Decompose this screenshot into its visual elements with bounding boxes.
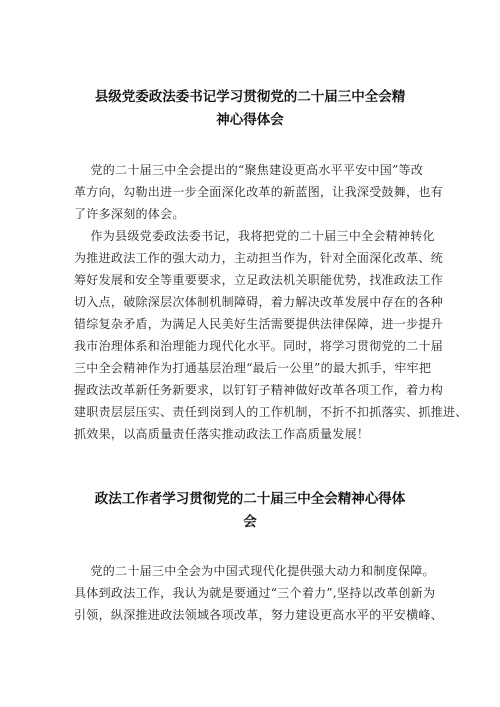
text-line: 三中全会精神作为打通基层治理“最后一公里”的最大抓手，牢牢把 [74,361,432,375]
text-line: 我市治理体系和治理能力现代化水平。同时，将学习贯彻党的二十届 [74,339,444,353]
text-line: 了许多深刻的体会。 [74,207,185,221]
text-line: 切入点，破除深层次体制机制障碍，着力解决改革发展中存在的各种 [74,295,444,309]
text-line: 抓效果，以高质量责任落实推动政法工作高质量发展！ [74,427,370,441]
text-line: 引领，纵深推进政法领域各项改革，努力建设更高水平的平安横峰、 [74,608,444,622]
text-line: 为推进政法工作的强大动力，主动担当作为，针对全面深化改革、统 [74,251,444,265]
text-line: 错综复杂矛盾，为满足人民美好生活需要提供法律保障，进一步提升 [74,317,444,331]
paragraph [74,225,468,445]
title-line: 县级党委政法委书记学习贯彻党的二十届三中全会精 [94,89,406,105]
text-line: 具体到政法工作，我认为就是要通过“三个着力”,坚持以改革创新为 [74,586,436,600]
section-title [60,488,440,534]
text-line: 筹好发展和安全等重要要求，立足政法机关职能优势，找准政法工作 [74,273,444,287]
paragraph [74,159,444,225]
text-line: 党的二十届三中全会提出的“聚焦建设更高水平平安中国”等改 [74,163,424,177]
text-line: 作为县级党委政法委书记，我将把党的二十届三中全会精神转化 [74,229,435,243]
text-line: 建职责层层压实、责任到岗到人的工作机制，不折不扣抓落实、抓推进、 [74,405,468,419]
title-line: 政法工作者学习贯彻党的二十届三中全会精神心得体 [94,491,406,507]
text-line: 党的二十届三中全会为中国式现代化提供强大动力和制度保障。 [74,564,435,578]
paragraph [74,560,444,626]
text-line: 握政法改革新任务新要求，以钉钉子精神做好改革各项工作，着力构 [74,383,444,397]
section-title [60,86,440,132]
text-line: 革方向，勾勒出进一步全面深化改革的新蓝图，让我深受鼓舞，也有 [74,185,444,199]
title-line: 会 [243,514,257,530]
title-line: 神心得体会 [216,112,284,128]
